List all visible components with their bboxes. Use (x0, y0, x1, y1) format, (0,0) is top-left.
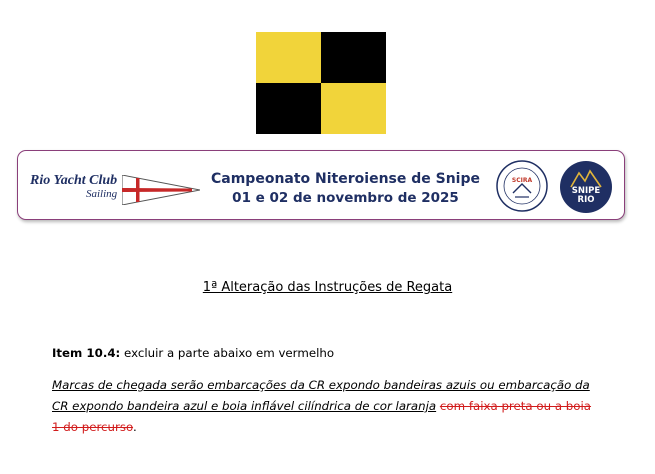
item-instruction (52, 346, 334, 360)
snipe-rio-line2: RIO (577, 195, 595, 205)
document-heading: 1ª Alteração das Instruções de Regata (202, 280, 453, 295)
snipe-rio-line1: SNIPE (571, 186, 601, 196)
seal-name: SCIRA (511, 177, 533, 184)
flag-black-square (321, 32, 386, 83)
club-subtitle: Sailing (86, 188, 118, 200)
seal-icon (496, 160, 548, 212)
code-flag-l (256, 32, 386, 134)
scira-seal-logo (496, 160, 548, 212)
event-banner (17, 150, 625, 220)
snipe-rio-text (559, 187, 613, 205)
flag-black-square (256, 83, 321, 134)
end-punctuation: . (133, 420, 137, 434)
item-label: Item 10.4: (52, 346, 121, 360)
flag-yellow-square (256, 32, 321, 83)
item-text: excluir a parte abaixo em vermelho (120, 346, 335, 360)
flag-yellow-square (321, 83, 386, 134)
club-name: Rio Yacht Club (30, 173, 118, 188)
pennant-icon (122, 175, 200, 205)
rule-paragraph (52, 375, 600, 438)
event-title (208, 170, 483, 208)
event-dates: 01 e 02 de novembro de 2025 (232, 190, 459, 206)
rio-yacht-club-logo (30, 173, 190, 207)
kept-text: Marcas de chegada serão embarcações da CR expondo bandeiras azuis ou embarcação da CR expondo bandeira azul e boia inflável cilíndrica de cor laranja (52, 378, 590, 413)
event-name: Campeonato Niteroiense de Snipe (211, 171, 480, 187)
snipe-rio-logo (559, 160, 613, 214)
struck-text: com faixa preta ou a boia 1 do percurso (52, 399, 592, 434)
